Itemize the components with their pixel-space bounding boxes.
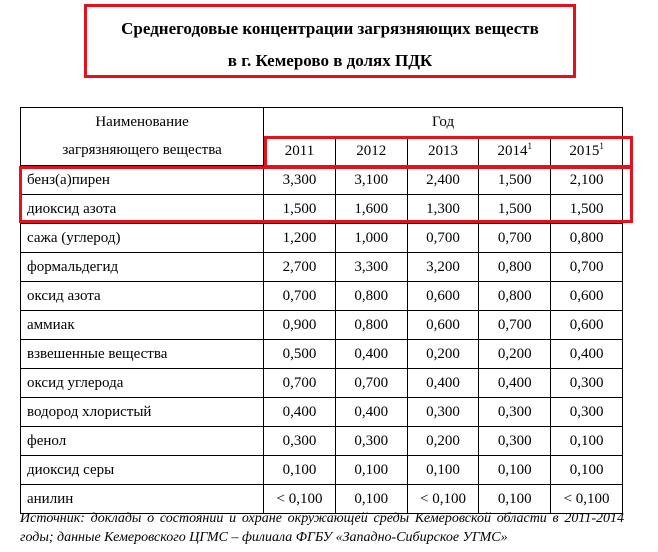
value-cell: 0,100 <box>264 456 336 485</box>
table-row <box>21 311 623 340</box>
pollutant-name: водород хлористый <box>21 398 264 427</box>
value-cell: 2,700 <box>264 253 336 282</box>
value-cell: 0,700 <box>479 224 551 253</box>
value-cell: < 0,100 <box>264 485 336 514</box>
table-row <box>21 224 623 253</box>
value-cell: 2,400 <box>407 166 479 195</box>
value-cell: 0,400 <box>335 340 407 369</box>
name-header-line2: загрязняющего вещества <box>62 142 222 159</box>
value-cell: 0,300 <box>551 369 623 398</box>
value-cell: 0,700 <box>551 253 623 282</box>
pollutant-name: сажа (углерод) <box>21 224 264 253</box>
value-cell: 0,600 <box>407 311 479 340</box>
value-cell: 0,600 <box>551 282 623 311</box>
year-footnote-mark: 1 <box>527 140 533 151</box>
value-cell: 1,200 <box>264 224 336 253</box>
table-title-line2: в г. Кемерово в долях ПДК <box>227 51 433 70</box>
value-cell: 2,100 <box>551 166 623 195</box>
value-cell: 0,200 <box>479 340 551 369</box>
value-cell: 0,100 <box>551 456 623 485</box>
value-cell: 1,000 <box>335 224 407 253</box>
value-cell: 0,800 <box>335 282 407 311</box>
value-cell: 3,200 <box>407 253 479 282</box>
pollutant-name: бенз(а)пирен <box>21 166 264 195</box>
value-cell: 3,100 <box>335 166 407 195</box>
table-row <box>21 369 623 398</box>
pollutant-table <box>20 107 623 514</box>
value-cell: 0,300 <box>479 427 551 456</box>
value-cell: 0,400 <box>407 369 479 398</box>
pollutant-name: аммиак <box>21 311 264 340</box>
value-cell: 1,300 <box>407 195 479 224</box>
value-cell: 0,300 <box>551 398 623 427</box>
table-row <box>21 456 623 485</box>
value-cell: 0,700 <box>407 224 479 253</box>
header-row-2 <box>21 137 623 166</box>
table-row <box>21 340 623 369</box>
year-label: 2013 <box>428 142 459 159</box>
pollutant-name: диоксид серы <box>21 456 264 485</box>
header-row-1 <box>21 108 623 137</box>
year-label: 2014 <box>497 142 528 159</box>
value-cell: 0,700 <box>264 282 336 311</box>
value-cell: 0,900 <box>264 311 336 340</box>
year-cell-2011 <box>264 137 336 166</box>
pollutant-name: оксид углерода <box>21 369 264 398</box>
year-cell-2014 <box>479 137 551 166</box>
value-cell: 0,100 <box>479 485 551 514</box>
year-footnote-mark: 1 <box>599 140 604 151</box>
value-cell: 0,300 <box>335 427 407 456</box>
value-cell: 0,800 <box>335 311 407 340</box>
value-cell: 0,700 <box>479 311 551 340</box>
value-cell: 1,600 <box>335 195 407 224</box>
pollutant-name: анилин <box>21 485 264 514</box>
value-cell: 0,200 <box>407 427 479 456</box>
value-cell: 1,500 <box>264 195 336 224</box>
value-cell: 0,500 <box>264 340 336 369</box>
value-cell: 0,800 <box>479 253 551 282</box>
value-cell: 0,200 <box>407 340 479 369</box>
year-header: Год <box>432 113 455 130</box>
table-row <box>21 166 623 195</box>
value-cell: 0,100 <box>551 427 623 456</box>
year-label: 2011 <box>284 142 315 159</box>
value-cell: 0,800 <box>551 224 623 253</box>
value-cell: 3,300 <box>264 166 336 195</box>
value-cell: 0,700 <box>335 369 407 398</box>
value-cell: 0,300 <box>264 427 336 456</box>
value-cell: < 0,100 <box>551 485 623 514</box>
value-cell: 0,600 <box>551 311 623 340</box>
value-cell: 0,300 <box>479 398 551 427</box>
table-title-line1: Среднегодовые концентрации загрязняющих веществ <box>121 19 539 38</box>
source-note: Источник: доклады о состоянии и охране окружающей среды Кемеровской области в 2011-2014 годы; данные Кемеровского ЦГМС – филиала ФГБУ «Западно-Сибирское УГМС» <box>20 511 624 545</box>
name-header-line1: Наименование <box>95 113 189 130</box>
value-cell: 0,400 <box>479 369 551 398</box>
table-row <box>21 282 623 311</box>
pollutant-name: диоксид азота <box>21 195 264 224</box>
name-header-cell-2 <box>21 137 264 166</box>
value-cell: < 0,100 <box>407 485 479 514</box>
table-row <box>21 398 623 427</box>
value-cell: 0,700 <box>264 369 336 398</box>
year-label: 2015 <box>569 142 600 159</box>
value-cell: 0,400 <box>264 398 336 427</box>
name-header-cell-1 <box>21 108 264 137</box>
pollutant-name: формальдегид <box>21 253 264 282</box>
table-row <box>21 253 623 282</box>
value-cell: 0,800 <box>479 282 551 311</box>
year-cell-2015 <box>551 137 623 166</box>
table-row <box>21 427 623 456</box>
value-cell: 0,400 <box>551 340 623 369</box>
title-highlight-box <box>84 4 576 78</box>
year-cell-2013 <box>407 137 479 166</box>
pollutant-name: взвешенные вещества <box>21 340 264 369</box>
value-cell: 0,100 <box>335 485 407 514</box>
value-cell: 1,500 <box>479 195 551 224</box>
pollutant-name: фенол <box>21 427 264 456</box>
year-cell-2012 <box>335 137 407 166</box>
value-cell: 3,300 <box>335 253 407 282</box>
pollutant-name: оксид азота <box>21 282 264 311</box>
value-cell: 0,600 <box>407 282 479 311</box>
value-cell: 1,500 <box>479 166 551 195</box>
year-label: 2012 <box>356 142 387 159</box>
value-cell: 0,100 <box>479 456 551 485</box>
value-cell: 0,100 <box>407 456 479 485</box>
year-header-cell <box>264 108 623 137</box>
table-row <box>21 195 623 224</box>
value-cell: 0,400 <box>335 398 407 427</box>
value-cell: 1,500 <box>551 195 623 224</box>
value-cell: 0,100 <box>335 456 407 485</box>
value-cell: 0,300 <box>407 398 479 427</box>
